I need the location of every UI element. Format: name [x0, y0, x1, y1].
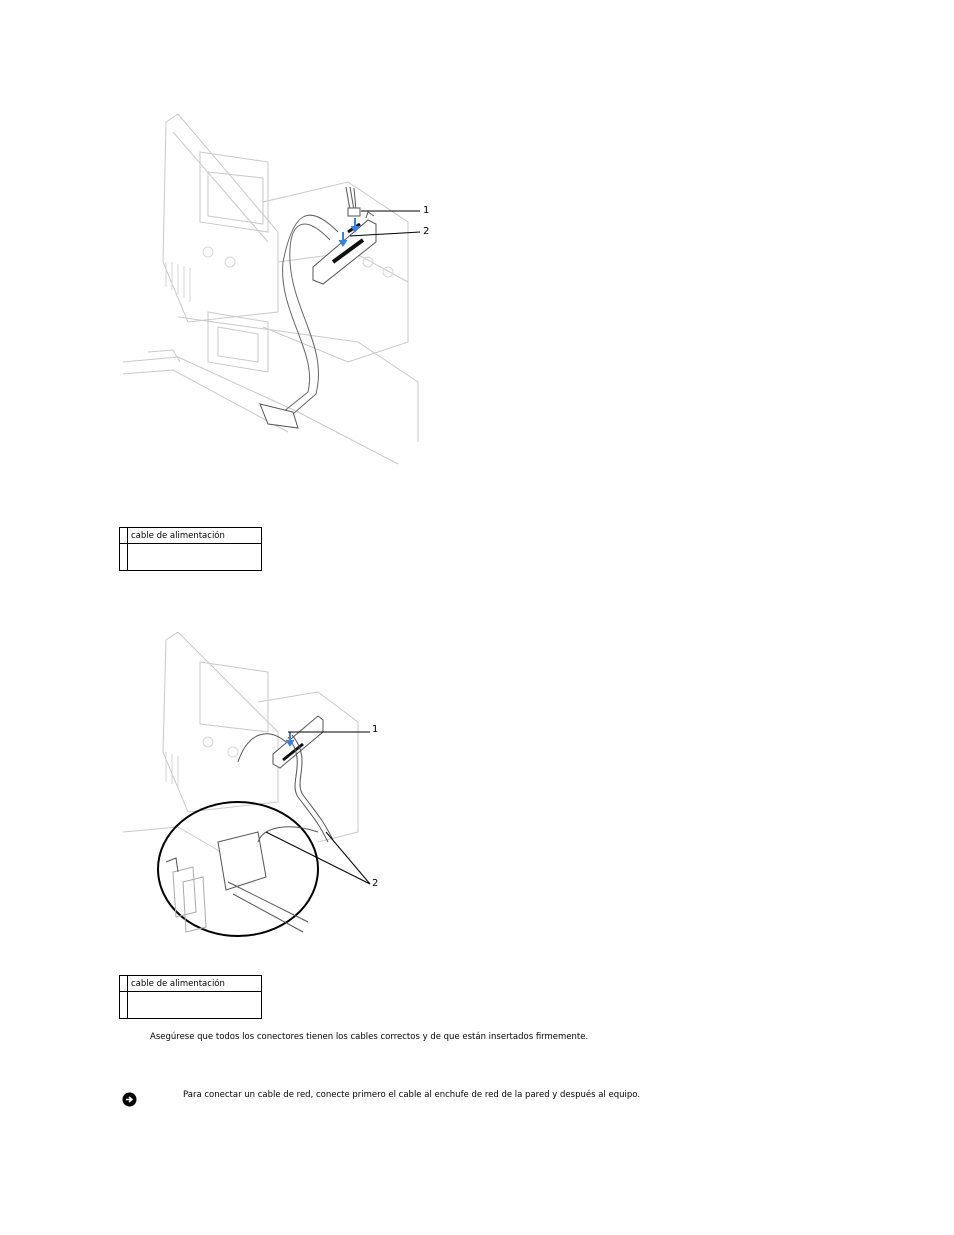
- legend-label: cable de alimentación: [128, 528, 262, 544]
- legend-label: cable de alimentación: [128, 976, 262, 992]
- legend-number: [120, 976, 128, 992]
- legend-table: [119, 527, 262, 571]
- legend-label: [128, 992, 262, 1019]
- card-cable-illustration: [118, 632, 388, 940]
- legend-number: [120, 544, 128, 571]
- drive-cable-illustration: [118, 112, 438, 468]
- callout-number: 1: [372, 724, 379, 735]
- callout-number: 2: [423, 226, 430, 237]
- legend-number: [120, 528, 128, 544]
- legend-number: [120, 992, 128, 1019]
- notice-icon: [122, 1092, 137, 1107]
- table-row: [120, 528, 262, 544]
- table-row: [120, 992, 262, 1019]
- table-row: [120, 976, 262, 992]
- instruction-text: Asegúrese que todos los conectores tienen los cables correctos y de que están insertados firmemente.: [150, 1032, 589, 1042]
- callout-number: 2: [372, 878, 379, 889]
- table-row: [120, 544, 262, 571]
- notice-text: Para conectar un cable de red, conecte primero el cable al enchufe de red de la pared y después al equipo.: [183, 1090, 641, 1100]
- legend-table: [119, 975, 262, 1019]
- callout-number: 1: [423, 205, 430, 216]
- legend-label: [128, 544, 262, 571]
